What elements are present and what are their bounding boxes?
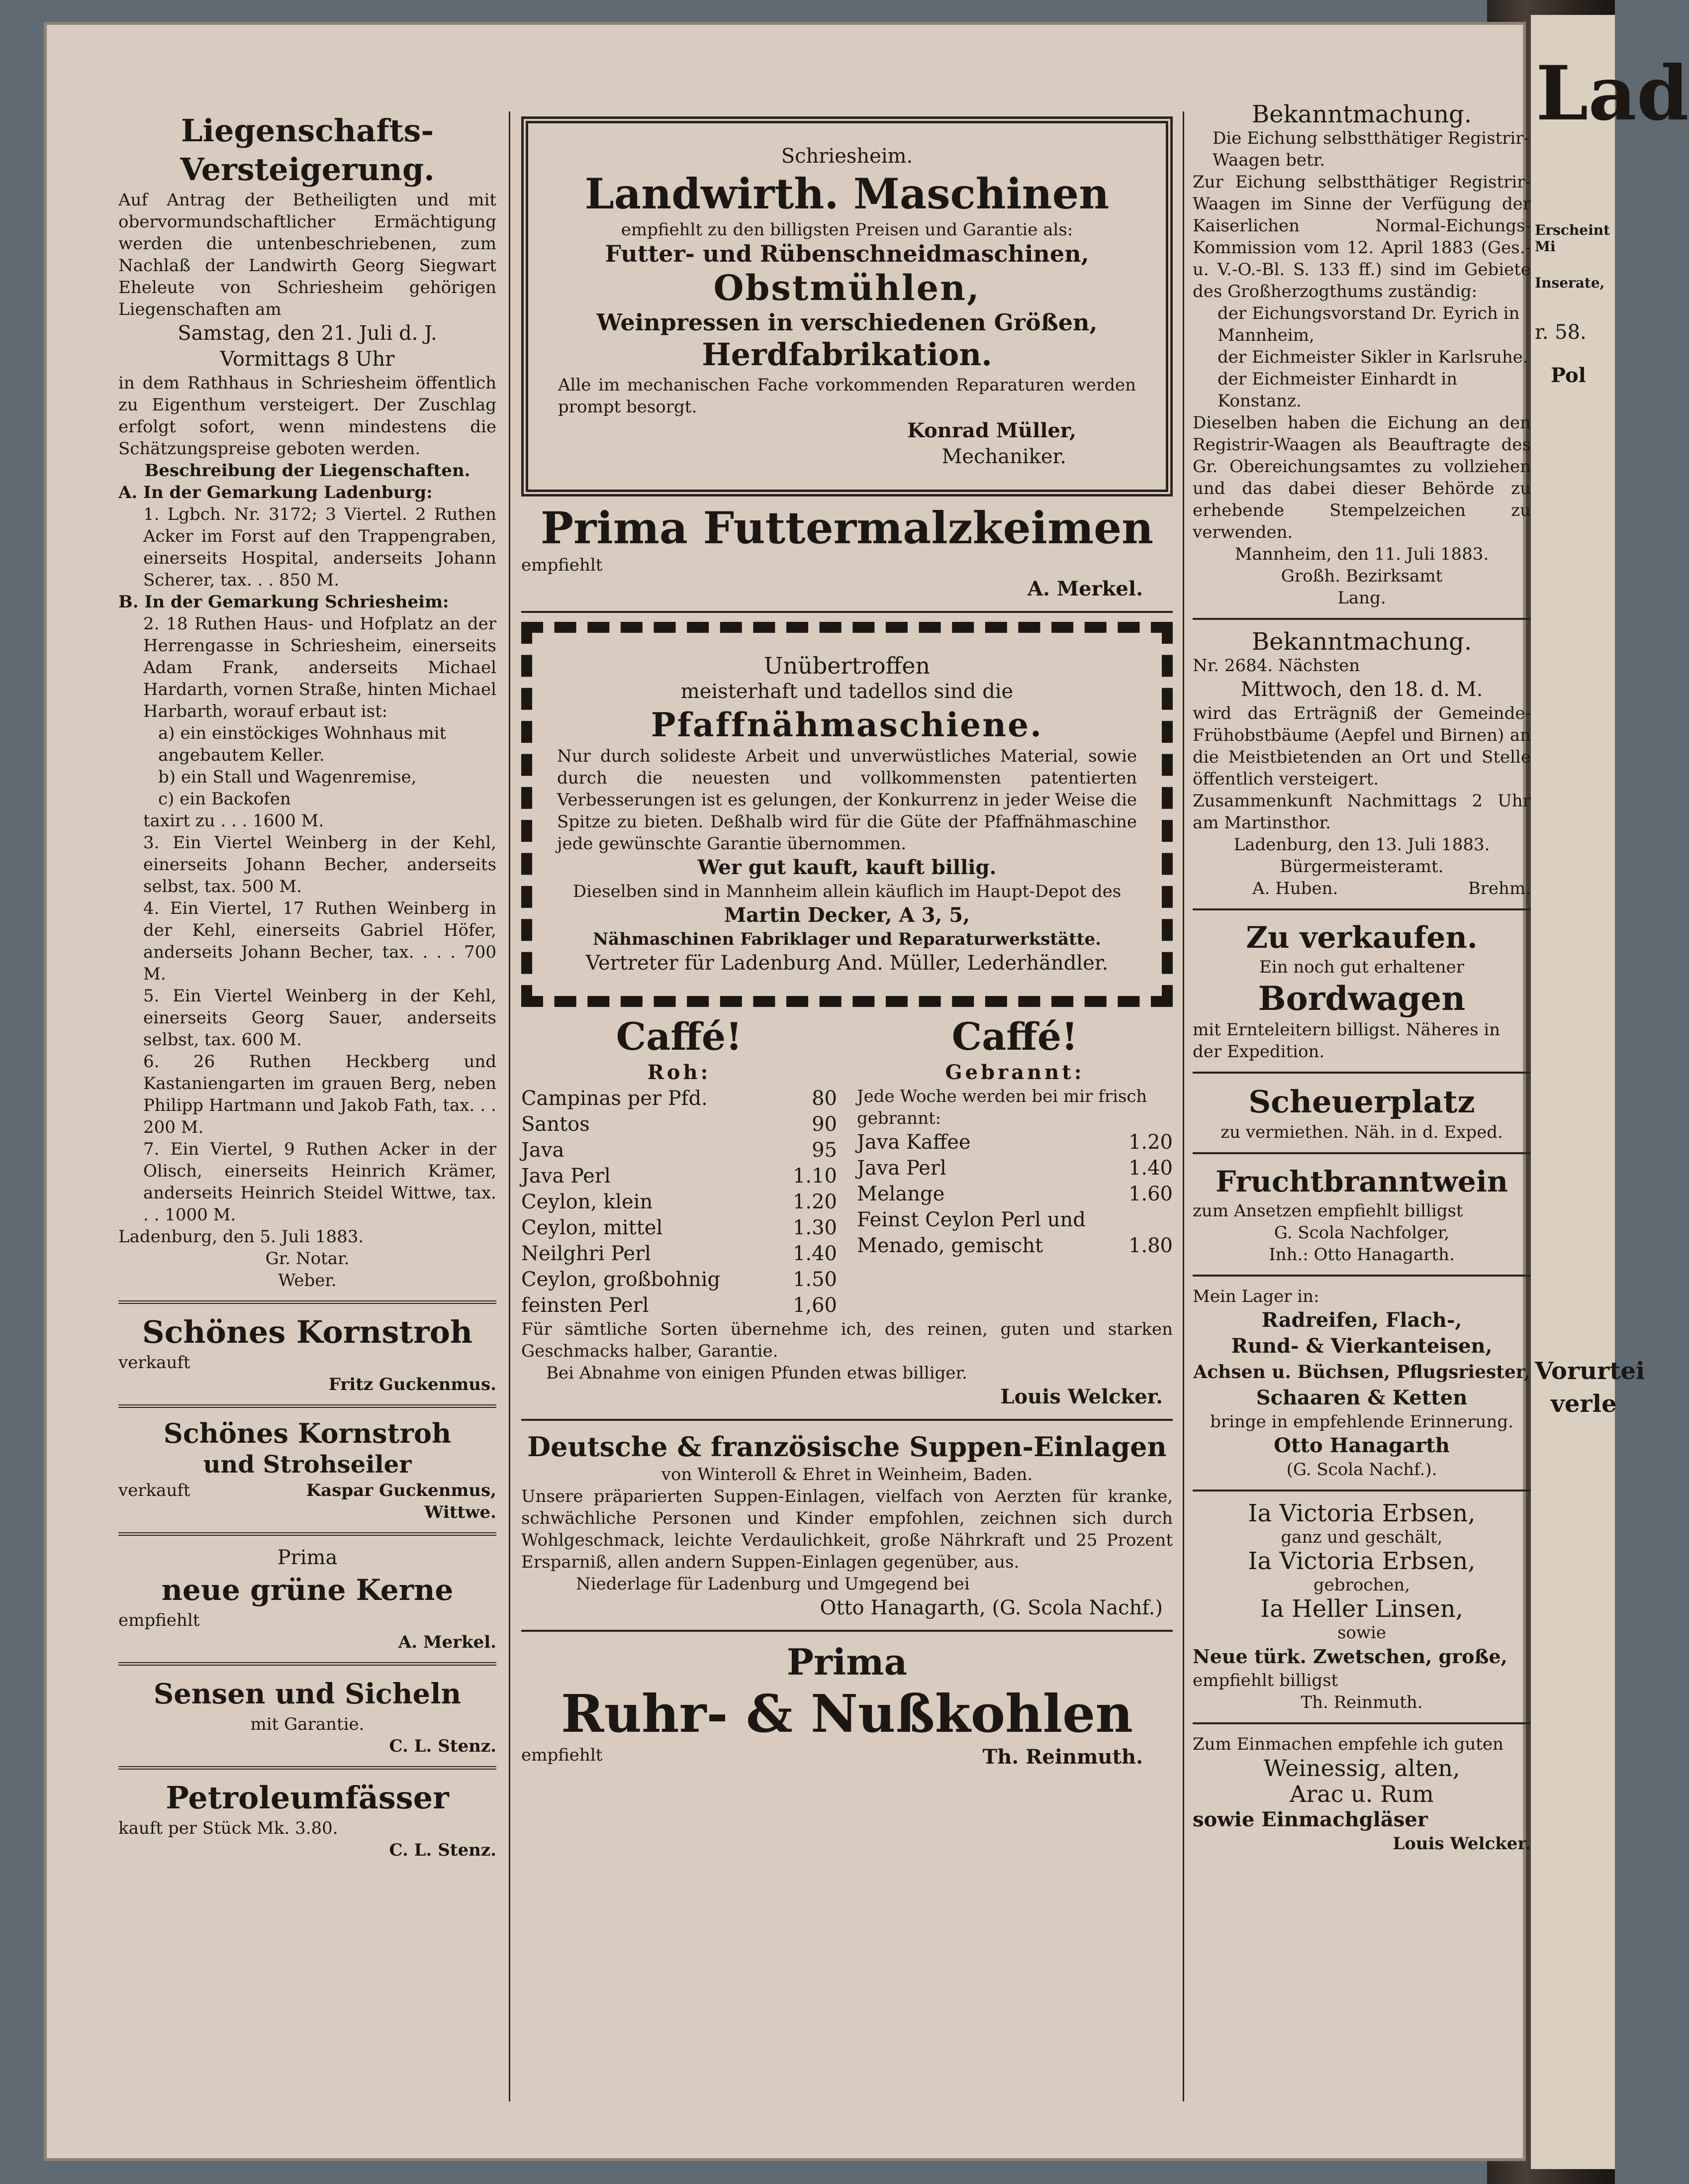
ad-item: c) ein Backofen	[158, 789, 291, 809]
ad-title: Zu verkaufen.	[1246, 920, 1478, 955]
raw-coffee-list	[521, 1086, 837, 1318]
facing-fragment: Vorurtei	[1535, 1357, 1645, 1385]
ad-futtermalz	[521, 501, 1173, 602]
ad-text: mit Ernteleitern billigst. Näheres in der Expedition.	[1193, 1020, 1501, 1062]
ad-title: Bekanntmachung.	[1251, 100, 1472, 128]
ad-kornstroh-1	[118, 1313, 496, 1395]
ad-signer: G. Scola Nachfolger,	[1274, 1223, 1450, 1243]
ad-signer: (G. Scola Nachf.).	[1286, 1460, 1437, 1480]
facing-page	[1531, 15, 1689, 2169]
column-middle	[521, 111, 1173, 1770]
price-item: Ceylon, großbohnig	[521, 1268, 721, 1291]
ad-title: und Strohseiler	[203, 1451, 412, 1479]
ad-text: ganz und geschält,	[1281, 1527, 1443, 1547]
facing-masthead: Lad	[1536, 50, 1689, 137]
price-item: Ceylon, klein	[521, 1191, 653, 1213]
ad-product: Ia Heller Linsen,	[1260, 1595, 1463, 1623]
ad-text: Für sämtliche Sorten übernehme ich, des reinen, guten und starken Geschmacks halber, Garantie.	[521, 1319, 1173, 1361]
ad-signer: Weber.	[278, 1271, 337, 1291]
ad-dateline: Mannheim, den 11. Juli 1883.	[1234, 544, 1489, 564]
column-rule	[1183, 111, 1184, 2101]
ad-pretitle: Prima	[786, 1641, 908, 1683]
ad-signer: Wittwe.	[424, 1502, 496, 1522]
ad-signer: Otto Hanagarth, (G. Scola Nachf.)	[820, 1596, 1163, 1619]
ad-text: bringe in empfehlende Erinnerung.	[1210, 1412, 1513, 1432]
ad-text: gebrochen,	[1313, 1575, 1410, 1595]
ad-product: Radreifen, Flach-,	[1261, 1308, 1462, 1332]
price-value: 1.20	[792, 1191, 837, 1213]
ad-text: Dieselben sind in Mannheim allein käuflich im Haupt-Depot des	[572, 882, 1122, 901]
ad-item: der Eichmeister Einhardt in Konstanz.	[1218, 369, 1458, 411]
ad-subheading: Beschreibung der Liegenschaften.	[144, 461, 470, 481]
ad-item: 3. Ein Viertel Weinberg in der Kehl, einerseits Johann Becher, anderseits selbst, tax. 500 M.	[143, 833, 496, 896]
roast-coffee-list	[857, 1086, 1173, 1318]
ad-signer: A. Merkel.	[398, 1632, 496, 1652]
ad-text: verkauft	[118, 1481, 190, 1500]
ad-product: Weinpressen in verschiedenen Größen,	[596, 309, 1098, 336]
ad-signer: Th. Reinmuth.	[1301, 1692, 1423, 1712]
price-value: 90	[812, 1113, 837, 1136]
ad-signer: Martin Decker, A 3, 5,	[724, 903, 970, 927]
price-item: feinsten Perl	[521, 1294, 649, 1317]
divider	[118, 1404, 496, 1408]
ad-item: b) ein Stall und Wagenremise,	[158, 767, 417, 787]
price-value: 1.10	[792, 1165, 837, 1188]
ad-text: meisterhaft und tadellos sind die	[680, 680, 1014, 703]
column-rule	[509, 111, 510, 2101]
ad-item: taxirt zu . . . 1600 M.	[143, 811, 324, 831]
ad-text: verkauft	[118, 1353, 190, 1373]
divider	[521, 1630, 1173, 1632]
ad-kohlen	[521, 1641, 1173, 1770]
ad-petroleum	[118, 1779, 496, 1861]
ad-section: A. In der Gemarkung Ladenburg:	[118, 483, 433, 502]
ad-signer: A. Merkel.	[1028, 577, 1143, 600]
ad-product: Herdfabrikation.	[702, 336, 992, 373]
ad-signer: Kaspar Guckenmus,	[306, 1481, 496, 1500]
ad-signer: Brehm.	[1468, 879, 1531, 898]
ad-text: Vertreter für Ladenburg And. Müller, Lederhändler.	[585, 952, 1109, 975]
ad-subheading: Roh:	[647, 1061, 711, 1084]
ad-text: Jede Woche werden bei mir frisch gebrannt:	[857, 1087, 1147, 1128]
ad-title: Bekanntmachung.	[1251, 628, 1472, 656]
ad-signer: Inh.: Otto Hanagarth.	[1269, 1245, 1455, 1265]
ad-einmachen	[1193, 1733, 1531, 1855]
ad-signer: Louis Welcker.	[1000, 1385, 1163, 1408]
ad-item: 1. Lgbch. Nr. 3172; 3 Viertel. 2 Ruthen Acker im Forst auf den Trappengraben, einerseits Hospital, anderseits Johann Scherer, tax. . . 850 M.	[143, 504, 496, 590]
ad-text: sowie	[1337, 1623, 1386, 1643]
price-item: Java	[521, 1139, 564, 1162]
price-value: 1.20	[1128, 1131, 1173, 1154]
ad-text: Ein noch gut erhaltener	[1259, 957, 1465, 977]
price-value: 1.50	[792, 1268, 837, 1291]
ad-title: Versteigerung.	[180, 151, 435, 188]
ad-title: Schönes Kornstroh	[163, 1417, 452, 1449]
ad-text: Bei Abnahme von einigen Pfunden etwas billiger.	[546, 1363, 967, 1383]
price-item: Java Kaffee	[857, 1131, 971, 1154]
ad-product: Weinessig, alten,	[1263, 1755, 1460, 1782]
price-item: Java Perl	[521, 1165, 611, 1188]
ad-pfaff	[521, 622, 1173, 1007]
ad-text: zu vermiethen. Näh. in d. Exped.	[1220, 1122, 1503, 1142]
ad-sensen	[118, 1675, 496, 1757]
ad-text: Niederlage für Ladenburg und Umgegend bei	[576, 1574, 970, 1594]
ad-text: Mein Lager in:	[1193, 1287, 1319, 1306]
ad-signer-role: Mechaniker.	[941, 445, 1066, 468]
price-item: Feinst Ceylon Perl und Menado, gemischt	[857, 1208, 1086, 1257]
ad-text: Dieselben haben die Eichung an den Registrir-Waagen als Beauftragte des Gr. Obereichungsamtes zu vollziehen und das dabei dieser Behörde zu erhebende Stempelzeichen zu verwenden.	[1193, 413, 1531, 542]
ad-text: Unübertroffen	[763, 652, 931, 679]
ad-kornstroh-2	[118, 1417, 496, 1523]
ad-title: Prima Futtermalzkeimen	[540, 502, 1154, 554]
divider	[521, 611, 1173, 613]
price-value: 1.60	[1128, 1183, 1173, 1205]
price-item: Neilghri Perl	[521, 1242, 651, 1265]
ad-text: in dem Rathhaus in Schriesheim öffentlich zu Eigenthum versteigert. Der Zuschlag erfolgt sofort, wenn mindestens die Schätzungspreise geboten werden.	[118, 373, 496, 459]
divider	[1193, 908, 1531, 910]
ad-text: Zum Einmachen empfehle ich guten	[1193, 1734, 1503, 1754]
ad-section: B. In der Gemarkung Schriesheim:	[118, 592, 449, 612]
ad-title: Schönes Kornstroh	[142, 1314, 473, 1350]
ad-title: Fruchtbranntwein	[1215, 1165, 1508, 1198]
divider	[118, 1662, 496, 1666]
ad-text: Nähmaschinen Fabriklager und Reparaturwerkstätte.	[593, 929, 1101, 949]
ad-text: kauft per Stück Mk. 3.80.	[118, 1818, 338, 1838]
ad-title: Deutsche & französische Suppen-Einlagen	[527, 1431, 1167, 1463]
ad-text: empfiehlt	[521, 555, 603, 575]
ad-item: der Eichungsvorstand Dr. Eyrich in Mannheim,	[1218, 303, 1520, 345]
divider	[1193, 1722, 1531, 1724]
ad-bekanntmachung-2	[1193, 629, 1531, 899]
ad-auction	[118, 111, 496, 1291]
ad-text: Nur durch solideste Arbeit und unverwüstliches Material, sowie durch die neuesten und vollkommensten patentierten Verbesserungen ist es gelungen, der Konkurrenz in jeder Weise die Spitze zu bieten. Deßhalb wird für die Güte der Pfaffnähmaschine jede gewünschte Garantie übernommen.	[557, 746, 1137, 854]
divider	[1193, 1072, 1531, 1074]
ad-title: Scheuerplatz	[1248, 1084, 1475, 1120]
ad-text: Auf Antrag der Betheiligten und mit obervormundschaftlicher Ermächtigung werden die untenbeschriebenen, zum Nachlaß der Landwirth Georg Siegwart Eheleute von Schriesheim gehörigen Liegenschaften am	[118, 190, 496, 319]
ad-item: 4. Ein Viertel, 17 Ruthen Weinberg in der Kehl, einerseits Gabriel Höfer, anderseits Johann Becher, tax. . . . 700 M.	[143, 898, 496, 984]
ad-title: Ruhr- & Nußkohlen	[561, 1683, 1133, 1744]
facing-fragment: Inserate,	[1535, 275, 1605, 291]
column-left	[118, 111, 496, 1861]
ad-bordwagen	[1193, 919, 1531, 1063]
ad-text: mit Garantie.	[250, 1714, 365, 1734]
divider	[1193, 1275, 1531, 1277]
ad-text: von Winteroll & Ehret in Weinheim, Baden.	[661, 1465, 1033, 1485]
ad-caffe	[521, 1014, 1173, 1410]
price-value: 1.40	[1128, 1157, 1173, 1180]
ad-date: Mittwoch, den 18. d. M.	[1240, 678, 1483, 701]
divider	[118, 1300, 496, 1304]
ad-subheading: Die Eichung selbstthätiger Registrir-Waagen betr.	[1213, 128, 1530, 170]
ad-product: Schaaren & Ketten	[1256, 1386, 1468, 1409]
ad-signer-role: Großh. Bezirksamt	[1281, 566, 1443, 586]
ad-title: Sensen und Sicheln	[153, 1678, 462, 1710]
price-item: Melange	[857, 1183, 945, 1205]
ad-bekanntmachung-1	[1193, 101, 1531, 609]
ad-item: 2. 18 Ruthen Haus- und Hofplatz an der Herrengasse in Schriesheim, einerseits Adam Frank, anderseits Michael Hardarth, vornen Straße, hinten Michael Harbarth, worauf erbaut ist:	[143, 614, 496, 721]
ad-text: wird das Erträgniß der Gemeinde-Frühobstbäume (Aepfel und Birnen) an die Meistbietenden an Ort und Stelle öffentlich versteigert.	[1193, 703, 1531, 789]
price-value: 1,60	[792, 1294, 837, 1317]
ad-product: Arac u. Rum	[1290, 1781, 1434, 1807]
ad-item: 5. Ein Viertel Weinberg in der Kehl, einerseits Georg Sauer, anderseits selbst, tax. 600 M.	[143, 986, 496, 1050]
facing-fragment: verle	[1551, 1390, 1617, 1418]
ad-product: Bordwagen	[1258, 979, 1466, 1018]
ad-item: der Eichmeister Sikler in Karlsruhe.	[1218, 347, 1528, 367]
ad-title: neue grüne Kerne	[161, 1573, 454, 1607]
ad-product: Ia Victoria Erbsen,	[1248, 1547, 1476, 1575]
ad-signer-role: Gr. Notar.	[265, 1249, 350, 1269]
ad-text: empfiehlt	[118, 1610, 200, 1630]
ad-signer: Konrad Müller,	[907, 419, 1076, 442]
ad-date: Samstag, den 21. Juli d. J.	[178, 322, 437, 345]
ad-subheading: Gebrannt:	[945, 1061, 1085, 1084]
ad-title: Caffé!	[616, 1014, 743, 1059]
ad-text: Alle im mechanischen Fache vorkommenden Reparaturen werden prompt besorgt.	[558, 375, 1136, 417]
price-item: Ceylon, mittel	[521, 1216, 663, 1239]
price-value: 80	[812, 1087, 837, 1110]
ad-fruchtbranntwein	[1193, 1163, 1531, 1266]
ad-signer-role: Bürgermeisteramt.	[1280, 857, 1444, 877]
divider	[521, 1419, 1173, 1421]
ad-scheuerplatz	[1193, 1083, 1531, 1143]
ad-title: Pfaffnähmaschiene.	[651, 705, 1043, 744]
ad-signer: Th. Reinmuth.	[982, 1745, 1143, 1769]
ad-signer: Lang.	[1337, 588, 1386, 608]
ad-product: Achsen u. Büchsen, Pflugsriester,	[1193, 1362, 1530, 1383]
ad-kerne	[118, 1545, 496, 1653]
ad-signer: C. L. Stenz.	[389, 1840, 496, 1860]
ad-erbsen	[1193, 1500, 1531, 1713]
ad-text: Unsere präparierten Suppen-Einlagen, vielfach von Aerzten für kranke, schwächliche Personen und Kinder empfohlen, zeichnen sich durch Wohlgeschmack, leichte Verdaulichkeit, große Nährkraft und 25 Prozent Ersparniß, allen andern Suppen-Einlagen gegenüber, aus.	[521, 1487, 1173, 1572]
divider	[118, 1766, 496, 1770]
ad-item: 6. 26 Ruthen Heckberg und Kastaniengarten im grauen Berg, neben Philipp Hartmann und Jakob Fath, tax. . . 200 M.	[143, 1052, 496, 1137]
ad-suppen	[521, 1430, 1173, 1621]
ad-signer: Fritz Guckenmus.	[328, 1375, 496, 1394]
ad-dateline: Ladenburg, den 13. Juli 1883.	[1233, 835, 1490, 855]
ad-product: sowie Einmachgläser	[1193, 1808, 1428, 1831]
price-value: 95	[812, 1139, 837, 1162]
ad-item: a) ein einstöckiges Wohnhaus mit angebautem Keller.	[158, 723, 447, 765]
facing-fragment: r. 58.	[1535, 321, 1587, 344]
price-item: Campinas per Pfd.	[521, 1087, 708, 1110]
ad-product: Rund- & Vierkanteisen,	[1231, 1334, 1493, 1358]
ad-product: Futter- und Rübenschneidmaschinen,	[605, 240, 1089, 267]
facing-fragment: Pol	[1551, 364, 1586, 387]
ad-text: Zusammenkunft Nachmittags 2 Uhr am Martinsthor.	[1193, 791, 1531, 833]
divider	[118, 1532, 496, 1536]
divider	[1193, 1152, 1531, 1154]
ad-signer: Louis Welcker.	[1393, 1834, 1531, 1854]
ad-product: Obstmühlen,	[713, 267, 981, 308]
ad-dateline: Ladenburg, den 5. Juli 1883.	[118, 1227, 364, 1247]
divider	[1193, 618, 1531, 620]
price-item: Java Perl	[857, 1157, 946, 1180]
ad-text: Nr. 2684. Nächsten	[1193, 656, 1360, 676]
ad-pretitle: Prima	[277, 1546, 338, 1569]
ad-text: empfiehlt	[521, 1745, 603, 1765]
ad-signer: C. L. Stenz.	[389, 1736, 496, 1756]
ad-product: Neue türk. Zwetschen, große,	[1193, 1645, 1507, 1668]
divider	[1193, 1489, 1531, 1491]
ad-title: Caffé!	[951, 1014, 1078, 1059]
ad-place: Schriesheim.	[781, 145, 913, 168]
ad-text: empfiehlt billigst	[1193, 1671, 1338, 1690]
price-value: 1.30	[792, 1216, 837, 1239]
ad-time: Vormittags 8 Uhr	[220, 348, 395, 371]
ad-signer: A. Huben.	[1252, 879, 1338, 898]
facing-fragment: Erscheint Mi	[1535, 222, 1610, 255]
ad-product: Ia Victoria Erbsen,	[1248, 1499, 1476, 1527]
ad-title: Landwirth. Maschinen	[584, 169, 1110, 218]
price-item: Santos	[521, 1113, 590, 1136]
ad-eisen	[1193, 1286, 1531, 1481]
ad-signer: Otto Hanagarth	[1274, 1434, 1450, 1457]
ad-slogan: Wer gut kauft, kauft billig.	[697, 856, 997, 879]
ad-text: empfiehlt zu den billigsten Preisen und Garantie als:	[621, 220, 1073, 240]
newspaper-page	[44, 22, 1531, 2161]
ad-text: Zur Eichung selbstthätiger Registrir-Waagen im Sinne der Verfügung der Kaiserlichen Normal-Eichungs-Kommission vom 12. April 1883 (Ges.-u. V.-O.-Bl. S. 133 ff.) sind im Gebiete des Großherzogthums zuständig:	[1193, 172, 1531, 301]
price-value: 1.40	[792, 1242, 837, 1265]
ad-item: 7. Ein Viertel, 9 Ruthen Acker in der Olisch, einerseits Heinrich Krämer, anderseits Heinrich Steidel Wittwe, tax. . . 1000 M.	[143, 1139, 496, 1225]
ad-text: zum Ansetzen empfiehlt billigst	[1193, 1201, 1463, 1221]
column-right	[1193, 101, 1531, 1855]
ad-title: Liegenschafts-	[181, 112, 434, 149]
ad-title: Petroleumfässer	[166, 1780, 449, 1816]
price-value: 1.80	[1128, 1234, 1173, 1257]
ad-landwirth	[521, 116, 1173, 496]
